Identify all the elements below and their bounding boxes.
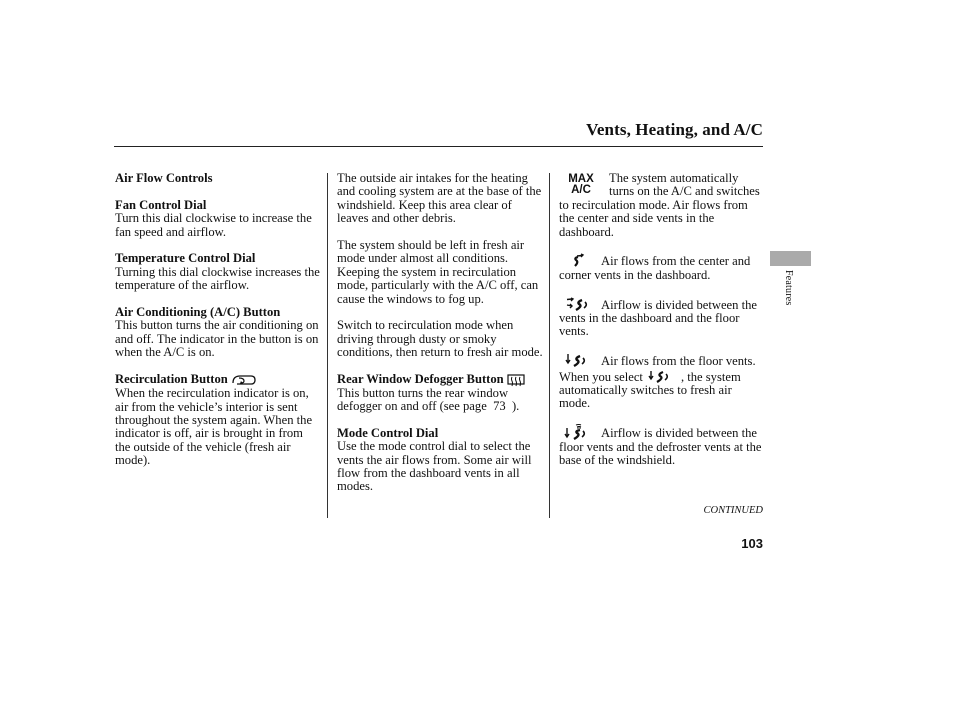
floor-defrost-mode-icon-inline — [647, 369, 675, 383]
fresh-air-paragraph: The system should be left in fresh air mode under almost all conditions. Keeping the system in recirculation mode, particularly with the A/C off, can cause the windows to fog up. — [337, 238, 539, 306]
dashboard-vent-mode-icon — [559, 252, 591, 268]
defogger-heading: Rear Window Defogger Button — [337, 372, 504, 387]
floor-mode-text-2: , the system automatically switches to fresh air mode. — [559, 369, 741, 411]
bilevel-mode-icon — [559, 296, 591, 312]
column-2 — [337, 172, 543, 507]
mode-section — [337, 427, 543, 494]
temperature-section — [115, 252, 320, 292]
fan-heading: Fan Control Dial — [115, 197, 207, 212]
dashboard-mode-text: Air flows from the center and corner vents in the dashboard. — [559, 254, 751, 282]
title-rule — [114, 146, 763, 147]
column-divider — [549, 173, 550, 518]
floor-mode-text-1: Air flows from the floor vents. When you select — [559, 354, 756, 384]
bilevel-mode — [559, 296, 763, 339]
max-ac-icon: MAX A/C — [568, 173, 594, 196]
section-tab-label: Features — [783, 270, 794, 306]
fan-body: Turn this dial clockwise to increase the fan speed and airflow. — [115, 211, 312, 239]
recirculation-section — [115, 373, 320, 468]
intakes-paragraph: The outside air intakes for the heating and cooling system are at the base of the windshield. Keep this area clear of leaves and other debris. — [337, 171, 542, 226]
floor-defrost-mode-text: Airflow is divided between the floor vents and the defroster vents at the base of the windshield. — [559, 426, 762, 468]
dashboard-mode — [559, 252, 763, 282]
section-tab — [770, 251, 811, 266]
page-reference: 73 — [493, 399, 506, 414]
fan-control-section — [115, 199, 320, 239]
recirculation-icon — [231, 373, 257, 387]
defogger-section — [337, 373, 543, 413]
floor-defrost-mode-icon — [559, 424, 591, 440]
switch-paragraph: Switch to recirculation mode when driving through dusty or smoky conditions, then return to fresh air mode. — [337, 318, 543, 360]
defogger-heading-row — [337, 373, 543, 387]
ac-body: This button turns the air conditioning on and off. The indicator in the button is on when the A/C is on. — [115, 318, 319, 360]
mode-heading: Mode Control Dial — [337, 425, 439, 440]
max-ac-text: The system automatically turns on the A/C and switches to recirculation mode. Air flows from the center and side vents in the dashboard. — [559, 172, 760, 239]
page-number: 103 — [741, 536, 763, 551]
rear-defogger-icon — [507, 374, 525, 387]
recirculation-heading-row — [115, 373, 320, 387]
mode-body: Use the mode control dial to select the vents the air flows from. Some air will flow from the dashboard vents in all modes. — [337, 439, 532, 494]
section-heading: Air Flow Controls — [115, 171, 213, 185]
temperature-heading: Temperature Control Dial — [115, 251, 256, 266]
floor-mode — [559, 352, 763, 411]
max-ac-mode — [559, 172, 763, 239]
floor-defrost-mode — [559, 424, 763, 467]
floor-mode-icon — [559, 352, 591, 368]
defogger-body: This button turns the rear window defogger on and off (see page 73 ). — [337, 385, 520, 414]
continued-label: CONTINUED — [703, 505, 763, 516]
column-3 — [559, 172, 763, 481]
ac-heading: Air Conditioning (A/C) Button — [115, 305, 281, 320]
column-1 — [115, 172, 320, 481]
recirculation-heading: Recirculation Button — [115, 372, 228, 387]
bilevel-mode-text: Airflow is divided between the vents in the dashboard and the floor vents. — [559, 297, 757, 339]
recirculation-body: When the recirculation indicator is on, air from the vehicle’s interior is sent throughout the system again. When the indicator is off, air is brought in from the outside of the vehicle (fresh air mode). — [115, 386, 313, 468]
ac-section — [115, 306, 320, 360]
page-title: Vents, Heating, and A/C — [586, 120, 763, 139]
temperature-body: Turning this dial clockwise increases the temperature of the airflow. — [115, 264, 320, 293]
column-divider — [327, 173, 328, 518]
